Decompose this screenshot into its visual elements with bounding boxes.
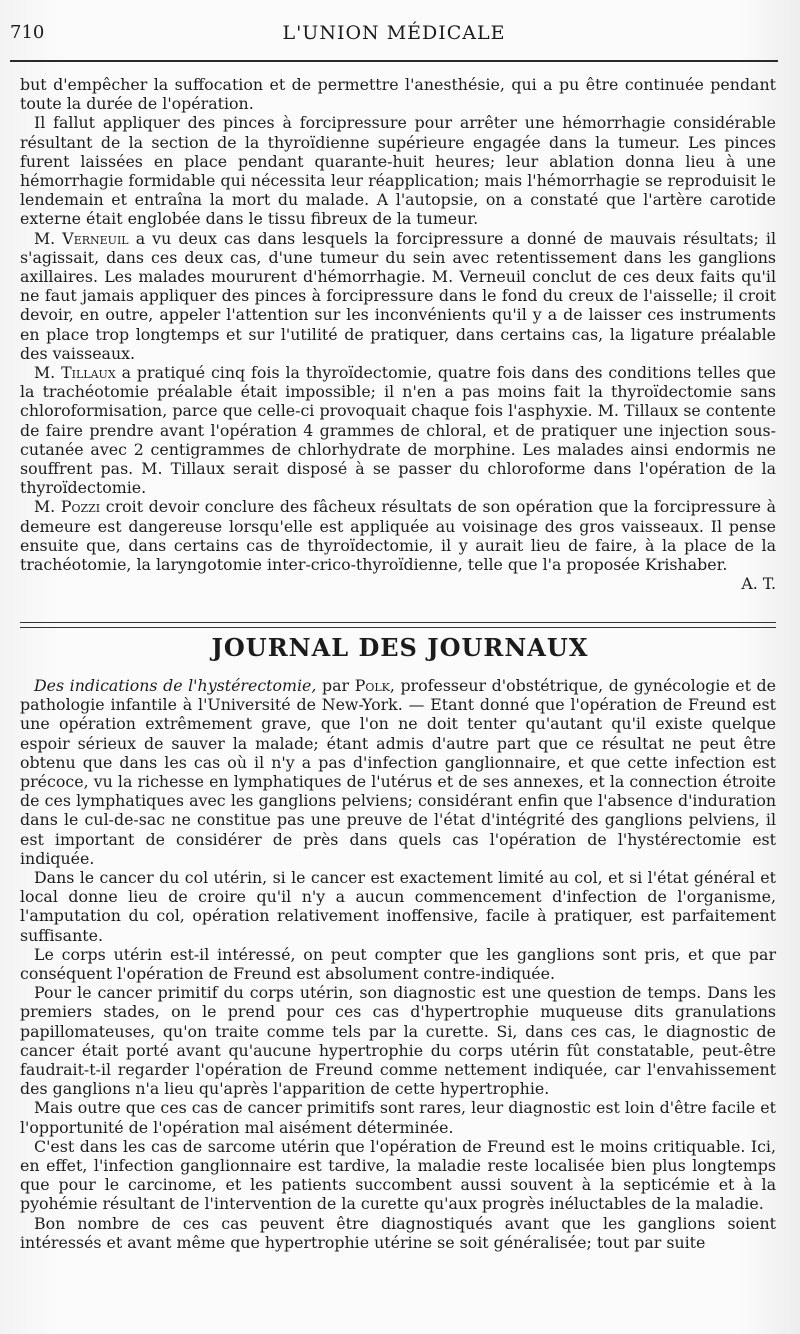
m-prefix: M.: [34, 497, 56, 517]
paragraph: but d'empêcher la suffocation et de permettre l'anesthésie, qui a pu être continuée pendant toute la durée de l'opération.: [20, 75, 776, 114]
paragraph-text: , professeur d'obstétrique, de gynécologie et de pathologie infantile à l'Université de New-York. — Etant donné que l'opération de Freund est une opération extrêmement grave, que l'on ne doit tenter qu'autant qu'il existe quelque espoir sérieux de sauver la malade; étant admis d'autre part que ce résultat ne peut être obtenu que dans les cas où il n'y a pas d'infection ganglionnaire, et que cette infection est précoce, vu la richesse en lymphatiques de l'utérus et de ses annexes, et la connection étroite de ces lymphatiques avec les ganglions pelviens; considérant enfin que l'absence d'induration dans le cul-de-sac ne constitue pas une preuve de l'état d'intégrité des ganglions pelviens, il est important de considérer de près dans quels cas l'opération de l'hystérectomie est indiquée.: [20, 676, 777, 868]
speaker-name: Tillaux: [61, 363, 116, 383]
section-title: JOURNAL DES JOURNAUX: [211, 633, 589, 662]
paragraph-text: a pratiqué cinq fois la thyroïdectomie, quatre fois dans des conditions telles que la trachéotomie préalable était impossible; il n'en a pas moins fait la thyroïdectomie sans chloroformisation, parce que celle-ci provoquait chaque fois l'asphyxie. M. Tillaux se contente de faire prendre avant l'opération 4 grammes de chloral, et de pratiquer une injection sous-cutanée avec 2 centigrammes de chlorhydrate de morphine. Les malades ainsi endormis ne souffrent pas. M. Tillaux serait disposé à se passer du chloroforme dans l'opération de la thyroïdectomie.: [20, 363, 776, 498]
page-header: [10, 22, 778, 52]
paragraph-pozzi: [20, 497, 776, 574]
header-rule: [10, 60, 778, 62]
running-head: L'UNION MÉDICALE: [282, 22, 506, 44]
paragraph: Mais outre que ces cas de cancer primitifs sont rares, leur diagnostic est loin d'être facile et l'opportunité de l'opération mal aisément déterminée.: [20, 1098, 776, 1137]
page-number: 710: [10, 22, 45, 43]
paragraph-verneuil: [20, 229, 776, 363]
paragraph-polk: [20, 676, 776, 868]
article-title: Des indications de l'hystérectomie,: [34, 676, 317, 695]
m-prefix: M.: [34, 228, 56, 248]
by-word: par: [322, 676, 350, 695]
paragraph-text: a vu deux cas dans lesquels la forcipressure a donné de mauvais résultats; il s'agissait, dans ces deux cas, d'une tumeur du sein avec retentissement dans les ganglions axillaires. Les malades moururent d'hémorrhagie. M. Verneuil conclut de ces deux faits qu'il ne faut jamais appliquer des pinces à forcipressure dans le fond du creux de l'aisselle; il croit devoir, en outre, appeler l'attention sur les inconvénients qu'il y a de laisser ces instruments en place trop longtemps et sur l'utilité de pratiquer, dans certains cas, la ligature préalable des vaisseaux.: [20, 228, 776, 363]
paragraph: Bon nombre de ces cas peuvent être diagnostiqués avant que les ganglions soient intéressés et avant même que hypertrophie utérine se soit généralisée; tout par suite: [20, 1213, 776, 1252]
section-rule: [20, 622, 776, 623]
author-name: Polk: [354, 676, 390, 695]
society-report: [20, 75, 776, 593]
paragraph: Pour le cancer primitif du corps utérin, son diagnostic est une question de temps. Dans les premiers stades, on le prend pour ces cas d'hypertrophie muqueuse dits granulations papillomateuses, qu'on traite comme tels par la curette. Si, dans ces cas, le diagnostic de cancer était porté avant qu'aucune hypertrophie du corps utérin fût constatable, peut-être faudrait-t-il regarder l'opération de Freund comme nettement indiquée, car l'envahissement des ganglions n'a lieu qu'après l'apparition de cette hypertrophie.: [20, 983, 776, 1099]
speaker-name: Pozzi: [60, 497, 101, 517]
signature-line: [20, 574, 776, 593]
paragraph: Il fallut appliquer des pinces à forcipressure pour arrêter une hémorrhagie considérable résultant de la section de la thyroïdienne supérieure engagée dans la tumeur. Les pinces furent laissées en place pendant quarante-huit heures; leur ablation donna lieu à une hémorrhagie formidable qui nécessita leur réapplication; mais l'hémorrhagie se reproduisit le lendemain et entraîna la mort du malade. A l'autopsie, on a constaté que l'artère carotide externe était englobée dans le tissu fibreux de la tumeur.: [20, 113, 776, 229]
speaker-name: Verneuil: [62, 228, 129, 248]
journal-section: [20, 676, 776, 1252]
paragraph: Dans le cancer du col utérin, si le cancer est exactement limité au col, et si l'état général et local donne lieu de croire qu'il n'y a aucun commencement d'infection de l'organisme, l'amputation du col, opération relativement inoffensive, facile à pratiquer, est parfaitement suffisante.: [20, 868, 776, 945]
m-prefix: M.: [34, 363, 56, 383]
paragraph-text: croit devoir conclure des fâcheux résultats de son opération que la forcipressure à demeure est dangereuse lorsqu'elle est appliquée au voisinage des gros vaisseaux. Il pense ensuite que, dans certains cas de thyroïdectomie, il y aurait lieu de faire, à la place de la trachéotomie, la laryngotomie inter-crico-thyroïdienne, telle que l'a proposée Krishaber.: [20, 497, 777, 575]
signature: A. T.: [741, 574, 776, 594]
paragraph: Le corps utérin est-il intéressé, on peut compter que les ganglions sont pris, et que par conséquent l'opération de Freund est absolument contre-indiquée.: [20, 944, 776, 984]
paragraph: C'est dans les cas de sarcome utérin que l'opération de Freund est le moins critiquable. Ici, en effet, l'infection ganglionnaire est tardive, la maladie reste localisée bien plus longtemps que pour le carcinome, et les patients succombent aussi souvent à la septicémie et à la pyohémie résultant de l'intervention de la curette qu'aux progrès inéluctables de la maladie.: [20, 1136, 776, 1214]
paragraph-tillaux: [20, 363, 776, 497]
